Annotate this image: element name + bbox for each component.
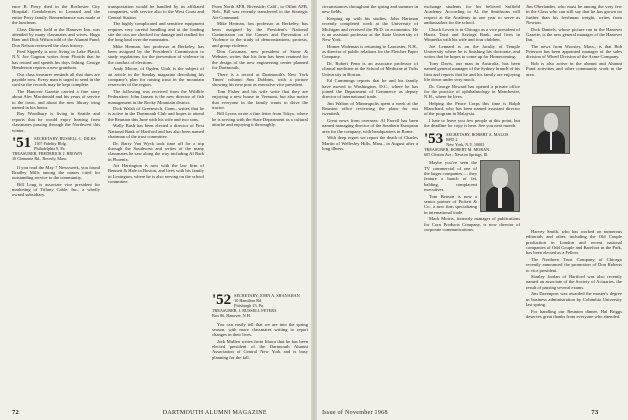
paragraph: The highly complicated and sensitive equipment requires very careful handling and at the loading site the cars are checked for damage and readied for the long haul over the mountains. — [108, 21, 204, 43]
paragraph: Keeping up with his studies, John Hartman recently completed work at the University of Michigan and received the Ph.D. in economics. He is an assistant professor at the State University of New York. — [322, 15, 418, 43]
class-1951-heading — [12, 137, 100, 162]
class-1953-treasurer: TREASURER, ROBERT M. MORAN — [424, 146, 490, 152]
class-1953-heading — [424, 133, 520, 158]
paragraph: The Hanover Gazette carried a fine story about Alec Macdonald and his years of service to the town, and about the new library wing named in his honor. — [12, 88, 100, 110]
paragraph: Andy Moore, of Ogden, Utah, is the subject of an article in the Sunday magazine describing his company's plan for raising trout in the mountain reservoirs of the region. — [108, 66, 204, 88]
paragraph: Fred Sipperly is now living in Lake Placid, N.Y. Joe Gagnon writes from Florida that he has retired and spends his days fishing. George Henderson reports a new grandson. — [12, 49, 100, 71]
paragraph: Tom Fisher and his wife write that they are enjoying a new house in Vermont, but also notice that everyone in the family wants to drive the tractor. — [212, 88, 308, 110]
class-1951-address2: Philadelphia 9, Pa. — [34, 145, 66, 151]
paragraph: There is a record at Dartmouth's New York Times' column: Sim Dobbins, with a picture showing his new post as executive vice president. — [212, 71, 308, 88]
class-1953-year: '53 — [424, 132, 444, 147]
paragraph: ence B. Perry died in the Rochester City Hospital. Condolences to Leonard and the entire Perry family. Remembrance was made at the luncheon. — [12, 4, 100, 26]
paragraph: The Northern Trust Company of Chicago recently announced the promotion of Don Roberts to vice president. — [526, 256, 622, 273]
paragraph: Bill Long is associate vice president for marketing of Tiffany Cable, Inc., a wholly owned subsidiary. — [12, 181, 100, 198]
paragraph: Dr. Barry Van Wyck took time off for a trip through the Southwest and writes of the many classmates he saw along the way including Al Bark in Phoenix. — [108, 140, 204, 162]
right-col-5 — [424, 4, 520, 409]
class-1952-address2: Pittsburgh 15, Pa. — [234, 302, 264, 308]
paragraph: Jim Walton of Minneapolis spent a week at the Reunion office reviewing the plans for our twentieth. — [322, 100, 418, 117]
paragraph: Mack Morris, formerly manager of publications for Corn Products Company, is now director of corporate communications. — [424, 216, 520, 232]
paragraph: Wally Bush has been elected a director of First National Bank of Hartford and has also been named chairman of the trust committee. — [108, 123, 204, 140]
left-col-3-bottom — [212, 294, 308, 405]
paragraph: You can easily tell that we are into the spring season, with more classmates writing to report changes in their lives. — [212, 321, 308, 338]
paragraph: Ed Cummings reports that he and his family have moved to Washington, D.C., where he has joined the Department of Commerce as deputy director of international trade. — [322, 78, 418, 100]
class-1951-year: '51 — [12, 137, 32, 152]
left-col-3 — [212, 4, 308, 286]
paragraph: Mike Herman, law professor at Berkeley, has been assigned by the President's National Commission on the Causes and Prevention of Violence to the study of demonstrations, protests, and group violence. — [212, 21, 308, 48]
class-1951-secretary: SECRETARY, RUSSELL C. DILKS — [34, 137, 96, 142]
paragraph: Bob is also active in the alumni and Alumni Fund activities and other community work in the area. — [526, 61, 622, 77]
paragraph: Tony Davis, our man in Australia, has been named general manager of the Sydney branch of his firm and reports that he and his family are enjoying life down under very much. — [424, 61, 520, 83]
portrait-photo-2 — [532, 106, 570, 154]
paragraph: Class Dinner, held at the Hanover Inn, was attended by many classmates and wives. Hugo Baer and Dick Wilson told of the Alumni Fund; Don Nelson reviewed the class history. — [12, 26, 100, 48]
paragraph: Tom Benson is now a senior partner of Pickett & Co., a new firm specializing in international trade. — [424, 193, 477, 215]
paragraph: For handling our Reunion dinner, Hal Briggs deserves great thanks from everyone who attended. — [526, 308, 622, 319]
paragraph: Dr. Robert Fenn is an associate professor of clinical medicine in the School of Medicine at Tufts University in Boston. — [322, 61, 418, 77]
paragraph: Harvey Smith, who has worked on numerous editorials and other, including the Old Couple production in London and recent national companies of Odd Couple and Barefoot in the Park, has been elected as a Fellow. — [526, 229, 622, 256]
paragraph: Great news from overseas: Al Farrell has been named managing director of the Southern European area for the company, with headquarters in Rome. — [322, 118, 418, 134]
paragraph: Bill Lyons wrote a fine letter from Tokyo, where he is serving with the State Department as a cultural attache and enjoying it thoroughly. — [212, 111, 308, 128]
paragraph: The news from Wooster, Mass., is that Bob Peterson has been appointed manager of the sales division of Wheel Division of the Acme Company. — [526, 43, 622, 60]
paragraph: Dick Daniels, whose picture ran in the Hanover Gazette, is the new general manager of the Hanover Inn. — [526, 26, 622, 43]
paragraph: Jim Davenport was awarded the master's degree in business administration by Columbia University last spring. — [526, 291, 622, 308]
paragraph: Dick Walsh of Greenwich, Conn., writes that he is active in the Dartmouth Club and hopes to attend the Reunion this June with his wife and two sons. — [108, 106, 204, 122]
paragraph: Maybe you've seen the TV commercial of one of the larger companies — they feature a bunch of fat, balding, complacent executives. — [424, 160, 477, 193]
issue-date: Issue of November 1968 — [322, 410, 388, 416]
paragraph: Mike Herman, law professor at Berkeley, has been assigned by the President's Commission to study regulations for the prevention of violence in the conduct of elections. — [108, 43, 204, 65]
left-footer — [12, 409, 267, 416]
class-1951-treasurer: TREASURER, FREDERICK J. BROWN — [12, 150, 83, 156]
left-col-2 — [108, 4, 204, 409]
paragraph: Jack Mullen writes from Ithaca that he has been elected president of the Dartmouth Alumni Association of Central New York and is busy planning for the fall. — [212, 338, 308, 360]
class-1953-address1: RFD 2 — [446, 136, 458, 142]
class-1952-address1: 10 Hamilton Rd. — [234, 297, 263, 303]
class-1952-treasurer-address: Box 86, Hanover, N.H. — [212, 312, 251, 318]
magazine-title: DARTMOUTH ALUMNI MAGAZINE — [162, 410, 267, 416]
class-1952-treasurer: TREASURER, J. RUSSELL PETERS — [212, 307, 277, 313]
paragraph: exchange students for his beloved Suffield Academy. According to Al, the Smithsons will respect at the Academy in one year to serve as ambassadors for the school. — [424, 4, 520, 26]
left-page-number: 72 — [12, 409, 20, 416]
paragraph: Jim Oberlander, who must be among the very few in the Class who can still say that he has grown no further than his freshman weight, writes from Newton. — [526, 4, 622, 26]
page-gutter — [311, 0, 317, 420]
paragraph: Our class treasurer reminds all that dues are payable now. Every man is urged to send in the card so the records may be kept complete. — [12, 71, 100, 88]
right-col-4 — [322, 4, 418, 409]
paragraph: Don Gossman, new president of Stone & Webster, writes that his firm has been retained for the design of the new engineering center planned for Dartmouth. — [212, 49, 308, 71]
paragraph: Helping the Peace Corps this time is Ralph Blanchard, who has been named assistant director of the program in Malaysia. — [424, 100, 520, 117]
class-1951-address1: 1107 Fidelity Bldg. — [34, 140, 67, 146]
paragraph: Stanley Jordan of Hartford was also recently named an associate of the Society of Actuaries, the result of passing several exams. — [526, 274, 622, 290]
paragraph: Homer Wideman is returning to Lancaster, N.H., as director of public relations for the Fletcher Paper Company. — [322, 43, 418, 60]
right-footer — [322, 409, 599, 416]
class-1951-treasurer-address: 10 Clemente Rd., Beverly, Mass. — [12, 155, 68, 161]
paragraph: circumstances throughout the spring and summer in new fields. — [322, 4, 418, 15]
paragraph: With deep regret we report the death of Charles Martin of Wellesley Hills, Mass., in August after a long illness. — [322, 135, 418, 151]
class-1953-treasurer-address: 605 Clinton Ave., Newton Springs, Ill. — [424, 151, 489, 157]
paragraph: transportation would be handled by its affiliated companies, with service also to the West Coast and Central Station. — [108, 4, 204, 20]
right-col-6-bottom — [526, 229, 622, 405]
paragraph: Art Harrington is now with the law firm of Bennett & Hale in Boston, and lives with his family in Lexington, where he is also serving on the school committee. — [108, 163, 204, 185]
paragraph: If you read the May 7 Newsweek, you found Bradley Mills among the names cited for outstanding service to the community. — [12, 164, 100, 181]
paragraph: Chuck Lovett is in Chicago as a vice president of Harris Trust and Savings Bank, and lives in Winnetka with his wife and four children. — [424, 26, 520, 43]
paragraph: I hate to leave you few people at this point, but the deadline for copy is here. See you next month. — [424, 118, 520, 129]
paragraph: Ray Woodbury is living in Seattle and reports that he would enjoy hearing from classmates passing through the Northwest this winter. — [12, 111, 100, 133]
class-1953-address2: New York, N.Y. 10003 — [446, 141, 485, 147]
class-1952-secretary: SECRETARY, JOHN A. SHANAHAN — [234, 294, 300, 298]
class-1953-secretary: SECRETARY, ROBERT A. MALOS — [446, 132, 509, 137]
left-col-1 — [12, 4, 100, 340]
paragraph: The following was received from the Wildlife Federation: John Jansen is the new director of fish management in the Rocky Mountain district. — [108, 88, 204, 105]
portrait-photo-1 — [480, 160, 520, 212]
right-page-number: 73 — [591, 409, 599, 416]
paragraph: From North AFB, Riverside, Calif., to Offutt AFB, Neb., Bill was recently transferred to the Strategic Air Command. — [212, 4, 308, 20]
class-1952-heading — [212, 294, 308, 319]
paragraph: Joe Lennard is on the faculty of Temple University where he is finishing his doctorate, and writes that he hopes to come up for Homecoming. — [424, 43, 520, 60]
class-1952-year: '52 — [212, 294, 232, 308]
paragraph: Dr. George Howard has opened a private office for the practice of ophthalmology in Manchester, N.H., where he lives. — [424, 83, 520, 100]
